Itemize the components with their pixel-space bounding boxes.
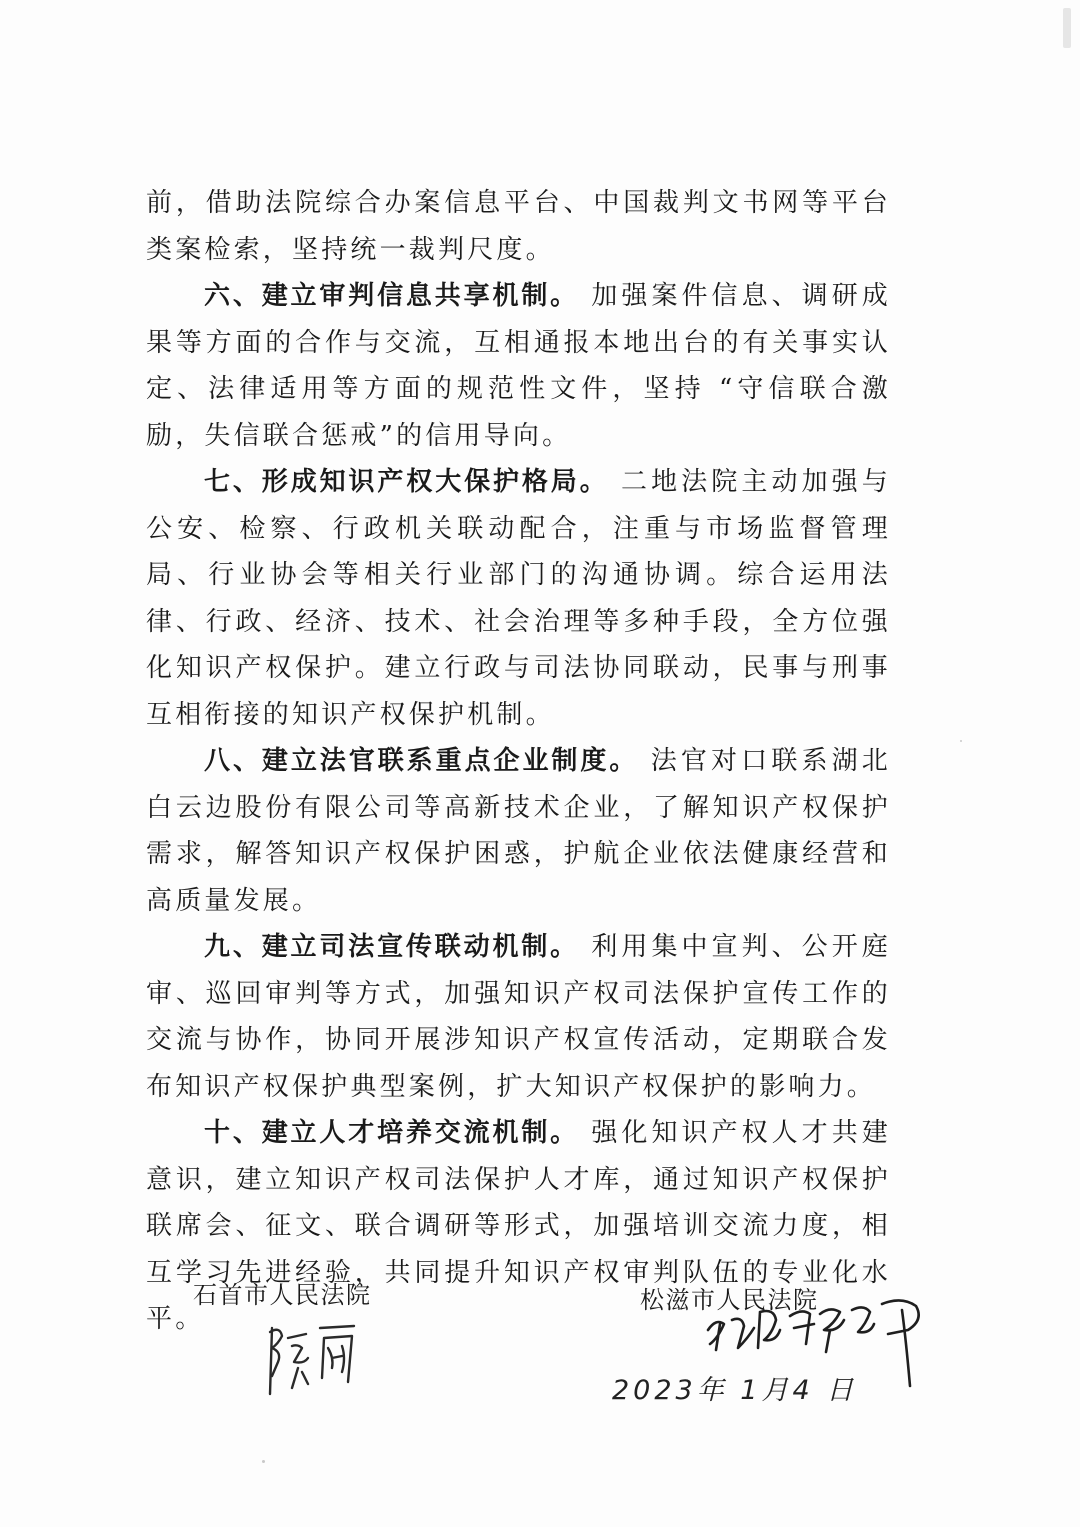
paragraph-heading: 六、建立审判信息共享机制。 [204,281,580,311]
right-court-name: 松滋市人民法院 [640,1286,819,1314]
paragraph-text: 利用集中宣判、公开庭审、巡回审判等方式，加强知识产权司法保护宣传工作的交流与协作，协同开展涉知识产权宣传活动，定期联合发布知识产权保护典型案例，扩大知识产权保护的影响力。 [146,932,891,1102]
scan-speck [1063,8,1071,48]
paragraph-continuation [146,180,891,273]
paragraph-text: 强化知识产权人才共建意识，建立知识产权司法保护人才库，通过知识产权保护联席会、征文、联合调研等形式，加强培训交流力度，相互学习先进经验，共同提升知识产权审判队伍的专业化水平。 [146,1118,891,1334]
scan-speck [262,1460,265,1463]
document-body [146,180,891,1343]
paragraph-heading: 九、建立司法宣传联动机制。 [204,932,580,962]
paragraph-item-6 [146,273,891,459]
scan-speck [960,740,962,742]
signing-date: 2023年 1月4 日 [612,1375,858,1406]
paragraph-heading: 七、形成知识产权大保护格局。 [204,467,609,497]
paragraph-heading: 八、建立法官联系重点企业制度。 [204,746,639,776]
paragraph-item-8 [146,738,891,924]
paragraph-heading: 十、建立人才培养交流机制。 [204,1118,580,1148]
paragraph-item-7 [146,459,891,738]
left-handwritten-signature [262,1318,362,1398]
paragraph-text: 前，借助法院综合办案信息平台、中国裁判文书网等平台类案检索，坚持统一裁判尺度。 [146,188,891,265]
left-court-name: 石首市人民法院 [193,1281,372,1309]
paragraph-text: 二地法院主动加强与公安、检察、行政机关联动配合，注重与市场监督管理局、行业协会等相关行业部门的沟通协调。综合运用法律、行政、经济、技术、社会治理等多种手段，全方位强化知识产权保护。建立行政与司法协同联动，民事与刑事互相衔接的知识产权保护机制。 [146,467,891,730]
paragraph-text: 加强案件信息、调研成果等方面的合作与交流，互相通报本地出台的有关事实认定、法律适用等方面的规范性文件，坚持 “守信联合激励，失信联合惩戒”的信用导向。 [146,281,891,451]
paragraph-item-9 [146,924,891,1110]
paragraph-text: 法官对口联系湖北白云边股份有限公司等高新技术企业，了解知识产权保护需求，解答知识产权保护困惑，护航企业依法健康经营和高质量发展。 [146,746,891,916]
